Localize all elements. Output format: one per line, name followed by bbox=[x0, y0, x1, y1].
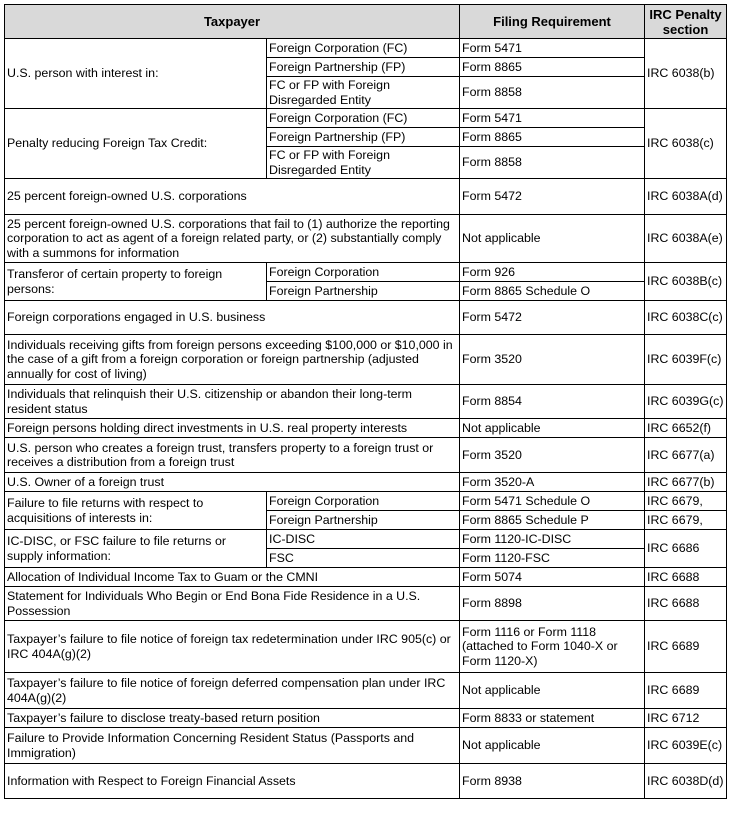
taxpayer-cell: 25 percent foreign-owned U.S. corporations that fail to (1) authorize the reporting corporation to act as agent of a foreign related party, or (2) substantially comply with a summons for information bbox=[5, 215, 460, 263]
filing-cell: Form 5074 bbox=[460, 568, 645, 587]
filing-cell: Form 1120-FSC bbox=[460, 549, 645, 568]
filing-cell: Form 926 bbox=[460, 263, 645, 282]
taxpayer-cell: Individuals receiving gifts from foreign persons exceeding $100,000 or $10,000 in the case of a gift from a foreign corporation or foreign partnership (adjusted annually for cost of living) bbox=[5, 335, 460, 385]
filing-cell: Form 3520-A bbox=[460, 473, 645, 492]
table-row bbox=[5, 39, 727, 58]
taxpayer-cell: Failure to Provide Information Concerning Resident Status (Passports and Immigration) bbox=[5, 728, 460, 764]
table-row bbox=[5, 438, 727, 473]
irc-cell: IRC 6686 bbox=[645, 530, 727, 568]
filing-cell: Form 5472 bbox=[460, 301, 645, 335]
filing-cell: Form 8898 bbox=[460, 587, 645, 621]
taxpayer-cell: Transferor of certain property to foreign persons: bbox=[5, 263, 267, 301]
table-row bbox=[5, 621, 727, 673]
filing-cell: Form 3520 bbox=[460, 335, 645, 385]
irc-cell: IRC 6689 bbox=[645, 621, 727, 673]
filing-cell: Form 8854 bbox=[460, 385, 645, 419]
filing-cell: Form 8858 bbox=[460, 77, 645, 109]
entity-cell: FC or FP with Foreign Disregarded Entity bbox=[267, 147, 460, 179]
header-irc-penalty-section: IRC Penalty section bbox=[645, 5, 727, 39]
entity-cell: IC-DISC bbox=[267, 530, 460, 549]
filing-cell: Form 1120-IC-DISC bbox=[460, 530, 645, 549]
entity-cell: Foreign Partnership bbox=[267, 511, 460, 530]
filing-cell: Form 5471 bbox=[460, 39, 645, 58]
filing-cell: Not applicable bbox=[460, 419, 645, 438]
irc-cell: IRC 6038C(c) bbox=[645, 301, 727, 335]
header-row bbox=[5, 5, 727, 39]
irc-cell: IRC 6038B(c) bbox=[645, 263, 727, 301]
table-row bbox=[5, 709, 727, 728]
table-row bbox=[5, 109, 727, 128]
entity-cell: Foreign Corporation (FC) bbox=[267, 39, 460, 58]
entity-cell: Foreign Corporation bbox=[267, 492, 460, 511]
filing-cell: Form 8865 Schedule P bbox=[460, 511, 645, 530]
taxpayer-cell: Foreign persons holding direct investments in U.S. real property interests bbox=[5, 419, 460, 438]
filing-cell: Form 3520 bbox=[460, 438, 645, 473]
entity-cell: Foreign Partnership bbox=[267, 282, 460, 301]
taxpayer-cell: Statement for Individuals Who Begin or End Bona Fide Residence in a U.S. Possession bbox=[5, 587, 460, 621]
irc-cell: IRC 6038A(d) bbox=[645, 179, 727, 215]
irc-cell: IRC 6038(b) bbox=[645, 39, 727, 109]
table-row bbox=[5, 263, 727, 282]
filing-cell: Form 5471 Schedule O bbox=[460, 492, 645, 511]
filing-cell: Form 8858 bbox=[460, 147, 645, 179]
irc-cell: IRC 6688 bbox=[645, 568, 727, 587]
irc-cell: IRC 6038D(d) bbox=[645, 764, 727, 799]
filing-cell: Form 8833 or statement bbox=[460, 709, 645, 728]
table-row bbox=[5, 335, 727, 385]
irc-cell: IRC 6652(f) bbox=[645, 419, 727, 438]
filing-cell: Form 5471 bbox=[460, 109, 645, 128]
irc-cell: IRC 6689 bbox=[645, 673, 727, 709]
table-row bbox=[5, 385, 727, 419]
table-row bbox=[5, 673, 727, 709]
table-row bbox=[5, 492, 727, 511]
taxpayer-cell: Penalty reducing Foreign Tax Credit: bbox=[5, 109, 267, 179]
irc-cell: IRC 6039F(c) bbox=[645, 335, 727, 385]
filing-cell: Form 8938 bbox=[460, 764, 645, 799]
irc-cell: IRC 6679, bbox=[645, 492, 727, 511]
penalty-table bbox=[4, 4, 727, 799]
irc-cell: IRC 6038A(e) bbox=[645, 215, 727, 263]
taxpayer-cell: U.S. person who creates a foreign trust, transfers property to a foreign trust or receives a distribution from a foreign trust bbox=[5, 438, 460, 473]
filing-cell: Form 1116 or Form 1118 (attached to Form 1040-X or Form 1120-X) bbox=[460, 621, 645, 673]
filing-cell: Form 8865 Schedule O bbox=[460, 282, 645, 301]
taxpayer-cell: 25 percent foreign-owned U.S. corporations bbox=[5, 179, 460, 215]
taxpayer-cell: IC-DISC, or FSC failure to file returns or supply information: bbox=[5, 530, 267, 568]
taxpayer-cell: Foreign corporations engaged in U.S. business bbox=[5, 301, 460, 335]
table-row bbox=[5, 179, 727, 215]
irc-cell: IRC 6688 bbox=[645, 587, 727, 621]
irc-cell: IRC 6039E(c) bbox=[645, 728, 727, 764]
taxpayer-cell: Information with Respect to Foreign Financial Assets bbox=[5, 764, 460, 799]
taxpayer-cell: U.S. Owner of a foreign trust bbox=[5, 473, 460, 492]
filing-cell: Form 8865 bbox=[460, 128, 645, 147]
taxpayer-cell: U.S. person with interest in: bbox=[5, 39, 267, 109]
irc-cell: IRC 6038(c) bbox=[645, 109, 727, 179]
taxpayer-cell: Individuals that relinquish their U.S. citizenship or abandon their long-term resident status bbox=[5, 385, 460, 419]
taxpayer-cell: Allocation of Individual Income Tax to Guam or the CMNI bbox=[5, 568, 460, 587]
table-row bbox=[5, 215, 727, 263]
table-row bbox=[5, 301, 727, 335]
entity-cell: Foreign Partnership (FP) bbox=[267, 58, 460, 77]
taxpayer-cell: Taxpayer’s failure to file notice of foreign deferred compensation plan under IRC 404A(g)(2) bbox=[5, 673, 460, 709]
table-row bbox=[5, 587, 727, 621]
irc-cell: IRC 6679, bbox=[645, 511, 727, 530]
irc-cell: IRC 6677(b) bbox=[645, 473, 727, 492]
table-row bbox=[5, 473, 727, 492]
filing-cell: Not applicable bbox=[460, 215, 645, 263]
table-row bbox=[5, 728, 727, 764]
filing-cell: Not applicable bbox=[460, 728, 645, 764]
entity-cell: Foreign Corporation bbox=[267, 263, 460, 282]
header-filing-requirement: Filing Requirement bbox=[460, 5, 645, 39]
entity-cell: Foreign Partnership (FP) bbox=[267, 128, 460, 147]
entity-cell: Foreign Corporation (FC) bbox=[267, 109, 460, 128]
entity-cell: FC or FP with Foreign Disregarded Entity bbox=[267, 77, 460, 109]
irc-cell: IRC 6677(a) bbox=[645, 438, 727, 473]
filing-cell: Not applicable bbox=[460, 673, 645, 709]
table-row bbox=[5, 764, 727, 799]
entity-cell: FSC bbox=[267, 549, 460, 568]
taxpayer-cell: Taxpayer’s failure to disclose treaty-based return position bbox=[5, 709, 460, 728]
header-taxpayer: Taxpayer bbox=[5, 5, 460, 39]
table-row bbox=[5, 568, 727, 587]
taxpayer-cell: Taxpayer’s failure to file notice of foreign tax redetermination under IRC 905(c) or IRC 404A(g)(2) bbox=[5, 621, 460, 673]
taxpayer-cell: Failure to file returns with respect to acquisitions of interests in: bbox=[5, 492, 267, 530]
table-row bbox=[5, 419, 727, 438]
filing-cell: Form 8865 bbox=[460, 58, 645, 77]
irc-cell: IRC 6712 bbox=[645, 709, 727, 728]
filing-cell: Form 5472 bbox=[460, 179, 645, 215]
irc-cell: IRC 6039G(c) bbox=[645, 385, 727, 419]
table-row bbox=[5, 530, 727, 549]
